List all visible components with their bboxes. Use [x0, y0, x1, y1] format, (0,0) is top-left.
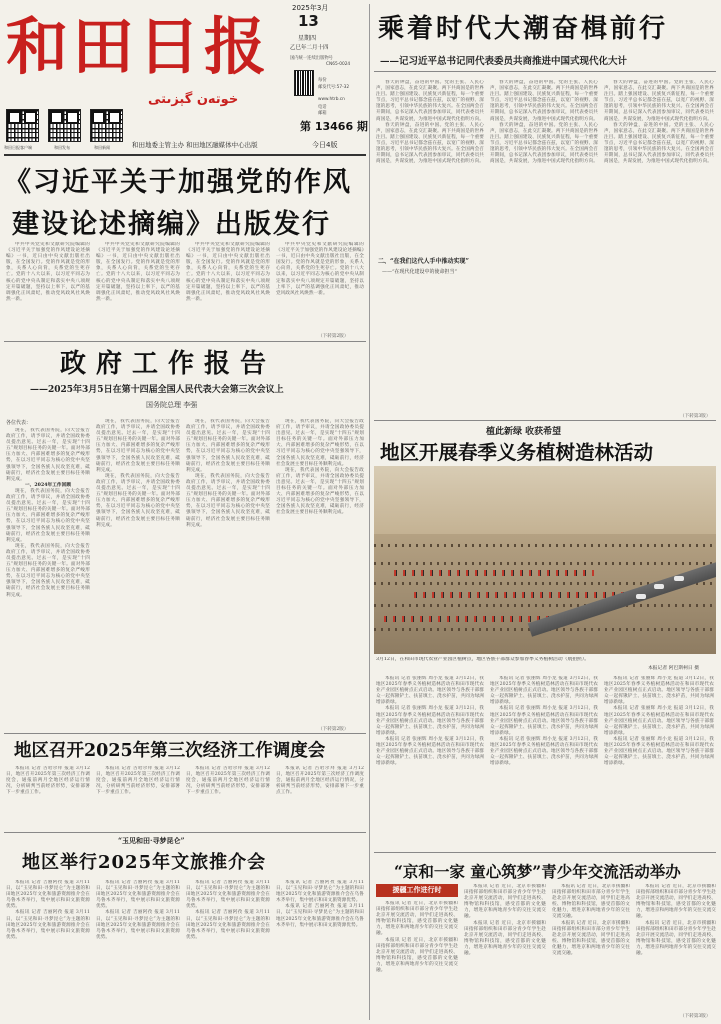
xi-book-end-note: （下转第2版） — [318, 334, 349, 339]
gov-report-greeting: 各位代表： — [6, 420, 32, 426]
economic-meeting-col-1 — [6, 766, 90, 828]
qr-code-app — [6, 109, 39, 142]
qr-label-wechat: 和田发布 — [54, 145, 70, 150]
photo-sky — [374, 466, 716, 534]
planting-title: 地区开展春季义务植树造林活动 — [380, 441, 654, 464]
xi-book-col-1 — [6, 242, 90, 334]
date-day: 13 — [298, 12, 319, 30]
gov-report-title: 政府工作报告 — [60, 349, 277, 379]
planting-body-3: 本报讯 记者 张丽辉 周小龙 报道 3月12日，我地区2025年春季义务植树造林活动在和田市现代农业产业园区植树点正式启动。地区领导与各族干部群众一起挥锹铲土、扶苗填土、浇水护苗，共同为绿洲增添新绿。 — [604, 676, 714, 706]
photo-car — [636, 594, 646, 599]
planting-caption: 3月12日，在和田市现代农业产业园区植树点，地区各族干部群众参加春季义务植树活动（航拍照）。 — [376, 657, 590, 662]
price: 每份 — [318, 78, 327, 83]
lead-story-body-2b: 春天的钟盘，奋进的中国。党的主张、人民心声，国家意志，在此交汇凝聚。两下共商国是的世界注目。踏上强国建设、民族复兴新征程，每一个重要节点，习近平总书记都念兹在兹，以宽广的视野、深邃的思考，引领中华民族的伟大复兴。在全国两会召开期间，总书记深入代表团参加审议，同代表委员共商国是，共谋发展，为推进中国式现代化指明方向。 — [490, 122, 598, 165]
planting-body-3b: 本报讯 记者 张丽辉 周小龙 报道 3月12日，我地区2025年春季义务植树造林活动在和田市现代农业产业园区植树点正式启动。地区领导与各族干部群众一起挥锹铲土、扶苗填土、浇水护苗，共同为绿洲增添新绿。 — [604, 706, 714, 736]
lead-story-rule — [374, 71, 716, 72]
qr-label-app: 和田日报客户端 — [4, 145, 32, 150]
gov-report-body-2: 现在，我代表国务院，向大会报告政府工作，请予审议，并请全国政协委员提出意见。过去一年，是实现“十四五”规划目标任务的关键一年。面对外部压力加大、内部困难增多的复杂严峻形势，在以习近平同志为核心的党中央坚强领导下，全国各族人民攻坚克难，砥砺前行，经济社会发展主要目标任务顺利完成。 — [96, 419, 180, 473]
economic-meeting-body-2: 本报讯 记者 古哈尔拜 报道 3月12日，地区召开2025年第三次经济工作调度会，通报前两月全地区经济运行情况，分析研判当前经济形势，安排部署下一步重点工作。 — [96, 766, 180, 796]
date-lunar: 乙巳年二月十四 — [290, 45, 329, 51]
qr-code-wechat — [48, 109, 81, 142]
planting-col-3 — [604, 676, 714, 848]
gov-report-body-2b: 现在，我代表国务院，向大会报告政府工作，请予审议，并请全国政协委员提出意见。过去一年，是实现“十四五”规划目标任务的关键一年。面对外部压力加大、内部困难增多的复杂严峻形势，在以习近平同志为核心的党中央坚强领导下，全国各族人民攻坚克难，砥砺前行，经济社会发展主要目标任务顺利完成。 — [96, 473, 180, 528]
gov-report-body-1c: 现在，我代表国务院，向大会报告政府工作，请予审议，并请全国政协委员提出意见。过去一年，是实现“十四五”规划目标任务的关键一年。面对外部压力加大、内部困难增多的复杂严峻形势，在以习近平同志为核心的党中央坚强领导下，全国各族人民攻坚克难，砥砺前行，经济社会发展主要目标任务顺利完成。 — [6, 543, 90, 598]
gov-report-rule — [4, 733, 366, 734]
culture-tourism-title: 地区举行2025年文旅推介会 — [22, 852, 267, 873]
youth-exchange-banner: 援疆工作进行时 — [376, 884, 458, 897]
planting-bottom-rule — [374, 852, 716, 853]
lead-story-body-2: 春天的钟盘，奋进的中国。党的主张、人民心声，国家意志，在此交汇凝聚。两下共商国是的世界注目。踏上强国建设、民族复兴新征程，每一个重要节点，习近平总书记都念兹在兹，以宽广的视野、深邃的思考，引领中华民族的伟大复兴。在全国两会召开期间，总书记深入代表团参加审议，同代表委员共商国是，共谋发展，为推进中国式现代化指明方向。 — [490, 80, 598, 122]
culture-tourism-body-3: 本报讯 记者 吉丽阿孜 报道 3月11日，以“玉见和田·寻梦昆仑”为主题的和田地区2025年文化和旅游资源推介会在乌鲁木齐举行，集中展示和田文旅资源优势。 — [186, 880, 270, 910]
lead-story-subtitle: ——记习近平总书记同代表委员共商推进中国式现代化大计 — [380, 56, 628, 67]
lead-story-col-2 — [490, 80, 598, 410]
youth-exchange-title: “京和一家 童心筑梦”青少年交流活动举办 — [394, 862, 681, 881]
gov-report-col-1 — [6, 428, 90, 726]
lead-story-col-3 — [604, 80, 714, 410]
gov-report-col-3 — [186, 419, 270, 726]
lead-story-body-3: 春天的钟盘，奋进的中国。党的主张、人民心声，国家意志，在此交汇凝聚。两下共商国是的世界注目。踏上强国建设、民族复兴新征程，每一个重要节点，习近平总书记都念兹在兹，以宽广的视野、深邃的思考，引领中华民族的伟大复兴。在全国两会召开期间，总书记深入代表团参加审议，同代表委员共商国是，共谋发展，为推进中国式现代化指明方向。 — [604, 80, 714, 122]
economic-meeting-body-4: 本报讯 记者 古哈尔拜 报道 3月12日，地区召开2025年第三次经济工作调度会，通报前两月全地区经济运行情况，分析研判当前经济形势，安排部署下一步重点工作。 — [276, 766, 364, 796]
xi-book-col-3 — [186, 242, 270, 334]
economic-meeting-col-2 — [96, 766, 180, 828]
photo-car — [674, 576, 684, 581]
website: www.htrb.cn — [318, 97, 345, 102]
youth-exchange-end-note: （下转第3版） — [680, 1014, 711, 1019]
gov-report-end-note: （下转第2版） — [318, 727, 349, 732]
economic-meeting-col-3 — [186, 766, 270, 828]
culture-tourism-kicker: “玉见和田·寻梦昆仑” — [118, 836, 185, 845]
photo-people — [394, 570, 594, 576]
xi-book-body-3: 中共中央党史和文献研究院编辑的《习近平关于加强党的作风建设论述摘编》一书，近日由中央文献出版社出版，在全国发行。党的作风就是党的形象，关系人心向背，关系党的生死存亡。党的十八大以来，以习近平同志为核心的党中央从制定和落实中央八项规定开篇破题，坚持以上率下，以严的基调强化正风肃纪，推动党风政风社风焕然一新。 — [186, 242, 270, 302]
lead-story-col-1 — [376, 80, 484, 410]
planting-body-2: 本报讯 记者 张丽辉 周小龙 报道 3月12日，我地区2025年春季义务植树造林活动在和田市现代农业产业园区植树点正式启动。地区领导与各族干部群众一起挥锹铲土、扶苗填土、浇水护苗，共同为绿洲增添新绿。 — [490, 676, 598, 706]
gov-report-body-4b: 现在，我代表国务院，向大会报告政府工作，请予审议，并请全国政协委员提出意见。过去一年，是实现“十四五”规划目标任务的关键一年。面对外部压力加大、内部困难增多的复杂严峻形势，在以习近平同志为核心的党中央坚强领导下，全国各族人民攻坚克难，砥砺前行，经济社会发展主要目标任务顺利完成。 — [276, 467, 364, 516]
culture-tourism-body-1b: 本报讯 记者 吉丽阿孜 报道 3月11日，以“玉见和田·寻梦昆仑”为主题的和田地区2025年文化和旅游资源推介会在乌鲁木齐举行，集中展示和田文旅资源优势。 — [6, 910, 90, 940]
culture-tourism-col-3 — [186, 880, 270, 1020]
masthead-uyghur-title: خوتەن گېزىتى — [148, 92, 239, 107]
photo-car — [654, 584, 664, 589]
culture-tourism-col-2 — [96, 880, 180, 1020]
xi-book-body-4: 中共中央党史和文献研究院编辑的《习近平关于加强党的作风建设论述摘编》一书，近日由中央文献出版社出版，在全国发行。党的作风就是党的形象，关系人心向背，关系党的生死存亡。党的十八大以来，以习近平同志为核心的党中央从制定和落实中央八项规定开篇破题，坚持以上率下，以严的基调强化正风肃纪，推动党风政风社风焕然一新。 — [276, 242, 364, 296]
qr-code-news — [90, 109, 123, 142]
economic-meeting-col-4 — [276, 766, 364, 828]
reg-code: CN65-0024 — [326, 62, 351, 67]
date-weekday: 星期四 — [298, 35, 317, 42]
culture-tourism-body-4: 本报讯 记者 吉丽阿孜 报道 3月11日，以“玉见和田·寻梦昆仑”为主题的和田地区2025年文化和旅游资源推介会在乌鲁木齐举行，集中展示和田文旅资源优势。 — [276, 880, 364, 904]
masthead-rule — [4, 154, 366, 156]
economic-meeting-title: 地区召开2025年第三次经济工作调度会 — [14, 741, 326, 761]
gov-report-body-3: 现在，我代表国务院，向大会报告政府工作，请予审议，并请全国政协委员提出意见。过去一年，是实现“十四五”规划目标任务的关键一年。面对外部压力加大、内部困难增多的复杂严峻形势，在以习近平同志为核心的党中央坚强领导下，全国各族人民攻坚克难，砥砺前行，经济社会发展主要目标任务顺利完成。 — [186, 419, 270, 473]
youth-exchange-body-4b: 本报讯 记者 近日，北京市援疆和田指挥部组织和田市部分青少年学生赴北京开展交流活动，同学们走进高校、博物馆和科技馆，感受首都的文化魅力，增进京和两地青少年的交往交流交融。 — [636, 920, 716, 957]
date-year-month: 2025年3月 — [292, 4, 329, 12]
youth-exchange-body-2: 本报讯 记者 近日，北京市援疆和田指挥部组织和田市部分青少年学生赴北京开展交流活动，同学们走进高校、博物馆和科技馆，感受首都的文化魅力，增进京和两地青少年的交往交流交融。 — [464, 884, 546, 920]
lead-story-pull-quote: 二、“在我们这代人手中推动实现” — [378, 258, 469, 265]
xi-book-body-1: 中共中央党史和文献研究院编辑的《习近平关于加强党的作风建设论述摘编》一书，近日由中央文献出版社出版，在全国发行。党的作风就是党的形象，关系人心向背，关系党的生死存亡。党的十八大以来，以习近平同志为核心的党中央从制定和落实中央八项规定开篇破题，坚持以上率下，以严的基调强化正风肃纪，推动党风政风社风焕然一新。 — [6, 242, 90, 302]
xi-book-rule — [4, 341, 366, 342]
xi-book-col-2 — [96, 242, 180, 334]
xi-book-col-4 — [276, 242, 364, 334]
culture-tourism-body-1: 本报讯 记者 吉丽阿孜 报道 3月11日，以“玉见和田·寻梦昆仑”为主题的和田地区2025年文化和旅游资源推介会在乌鲁木齐举行，集中展示和田文旅资源优势。 — [6, 880, 90, 910]
culture-tourism-body-2: 本报讯 记者 吉丽阿孜 报道 3月11日，以“玉见和田·寻梦昆仑”为主题的和田地区2025年文化和旅游资源推介会在乌鲁木齐举行，集中展示和田文旅资源优势。 — [96, 880, 180, 910]
planting-body-2b: 本报讯 记者 张丽辉 周小龙 报道 3月12日，我地区2025年春季义务植树造林活动在和田市现代农业产业园区植树点正式启动。地区领导与各族干部群众一起挥锹铲土、扶苗填土、浇水护苗，共同为绿洲增添新绿。 — [490, 706, 598, 736]
hotline: 电话 — [318, 105, 327, 110]
youth-exchange-body-1: 本报讯 记者 近日，北京市援疆和田指挥部组织和田市部分青少年学生赴北京开展交流活动，同学们走进高校、博物馆和科技馆，感受首都的文化魅力，增进京和两地青少年的交往交流交融。 — [376, 901, 458, 937]
youth-exchange-body-3: 本报讯 记者 近日，北京市援疆和田指挥部组织和田市部分青少年学生赴北京开展交流活动，同学们走进高校、博物馆和科技馆，感受首都的文化魅力，增进京和两地青少年的交往交流交融。 — [552, 884, 630, 920]
planting-body-2c: 本报讯 记者 张丽辉 周小龙 报道 3月12日，我地区2025年春季义务植树造林活动在和田市现代农业产业园区植树点正式启动。地区领导与各族干部群众一起挥锹铲土、扶苗填土、浇水护苗，共同为绿洲增添新绿。 — [490, 736, 598, 767]
qr-label-news: 和田新闻 — [94, 145, 110, 150]
youth-exchange-body-1b: 本报讯 记者 近日，北京市援疆和田指挥部组织和田市部分青少年学生赴北京开展交流活动，同学们走进高校、博物馆和科技馆，感受首都的文化魅力，增进京和两地青少年的交往交流交融。 — [376, 937, 458, 974]
gov-report-col-4 — [276, 419, 364, 726]
culture-tourism-col-4 — [276, 880, 364, 1020]
gov-report-section: 一、2024年工作回顾 — [24, 482, 72, 488]
pages-today: 今日4版 — [312, 141, 338, 149]
xi-book-title-line2: 建设论述摘编》出版发行 — [12, 209, 331, 240]
email: 邮箱 — [318, 111, 327, 116]
lead-story-body-3b: 春天的钟盘，奋进的中国。党的主张、人民心声，国家意志，在此交汇凝聚。两下共商国是的世界注目。踏上强国建设、民族复兴新征程，每一个重要节点，习近平总书记都念兹在兹，以宽广的视野、深邃的思考，引领中华民族的伟大复兴。在全国两会召开期间，总书记深入代表团参加审议，同代表委员共商国是，共谋发展，为推进中国式现代化指明方向。 — [604, 122, 714, 165]
lead-story-body-1b: 春天的钟盘，奋进的中国。党的主张、人民心声，国家意志，在此交汇凝聚。两下共商国是的世界注目。踏上强国建设、民族复兴新征程，每一个重要节点，习近平总书记都念兹在兹，以宽广的视野、深邃的思考，引领中华民族的伟大复兴。在全国两会召开期间，总书记深入代表团参加审议，同代表委员共商国是，共谋发展，为推进中国式现代化指明方向。 — [376, 122, 484, 165]
reg-no: 国内统一连续出版物号 — [290, 56, 333, 61]
youth-exchange-col-4 — [636, 884, 716, 1012]
culture-tourism-col-1 — [6, 880, 90, 1020]
lead-story-body-1: 春天的钟盘，奋进的中国。党的主张、人民心声，国家意志，在此交汇凝聚。两下共商国是的世界注目。踏上强国建设、民族复兴新征程，每一个重要节点，习近平总书记都念兹在兹，以宽广的视野、深邃的思考，引领中华民族的伟大复兴。在全国两会召开期间，总书记深入代表团参加审议，同代表委员共商国是，共谋发展，为推进中国式现代化指明方向。 — [376, 80, 484, 122]
publisher-line: 和田地委主管主办 和田地区融媒体中心出版 — [132, 141, 258, 149]
planting-body-1c: 本报讯 记者 张丽辉 周小龙 报道 3月12日，我地区2025年春季义务植树造林活动在和田市现代农业产业园区植树点正式启动。地区领导与各族干部群众一起挥锹铲土、扶苗填土、浇水护苗，共同为绿洲增添新绿。 — [376, 736, 484, 767]
youth-exchange-body-4: 本报讯 记者 近日，北京市援疆和田指挥部组织和田市部分青少年学生赴北京开展交流活动，同学们走进高校、博物馆和科技馆，感受首都的文化魅力，增进京和两地青少年的交往交流交融。 — [636, 884, 716, 920]
culture-tourism-body-4b: 本报讯 记者 吉丽阿孜 报道 3月11日，以“玉见和田·寻梦昆仑”为主题的和田地区2025年文化和旅游资源推介会在乌鲁木齐举行，集中展示和田文旅资源优势。 — [276, 904, 364, 928]
planting-body-1b: 本报讯 记者 张丽辉 周小龙 报道 3月12日，我地区2025年春季义务植树造林活动在和田市现代农业产业园区植树点正式启动。地区领导与各族干部群众一起挥锹铲土、扶苗填土、浇水护苗，共同为绿洲增添新绿。 — [376, 706, 484, 736]
gov-report-author: 国务院总理 李强 — [146, 401, 198, 409]
gov-report-body-1b: 现在，我代表国务院，向大会报告政府工作，请予审议，并请全国政协委员提出意见。过去一年，是实现“十四五”规划目标任务的关键一年。面对外部压力加大、内部困难增多的复杂严峻形势，在以习近平同志为核心的党中央坚强领导下，全国各族人民攻坚克难，砥砺前行，经济社会发展主要目标任务顺利完成。 — [6, 488, 90, 543]
lead-story-pull-quote-sub: ——“在现代化建设中的使命担当” — [382, 269, 458, 275]
planting-col-1 — [376, 676, 484, 848]
culture-tourism-body-3b: 本报讯 记者 吉丽阿孜 报道 3月11日，以“玉见和田·寻梦昆仑”为主题的和田地区2025年文化和旅游资源推介会在乌鲁木齐举行，集中展示和田文旅资源优势。 — [186, 910, 270, 940]
photo-tree-row — [374, 604, 716, 607]
masthead-title: 和田日报 — [6, 10, 271, 83]
youth-exchange-col-1 — [376, 901, 458, 1019]
planting-kicker: 植此新绿 收获希望 — [486, 427, 562, 437]
culture-tourism-body-2b: 本报讯 记者 吉丽阿孜 报道 3月11日，以“玉见和田·寻梦昆仑”为主题的和田地区2025年文化和旅游资源推介会在乌鲁木齐举行，集中展示和田文旅资源优势。 — [96, 910, 180, 940]
gov-report-body-1: 现在，我代表国务院，向大会报告政府工作，请予审议，并请全国政协委员提出意见。过去一年，是实现“十四五”规划目标任务的关键一年。面对外部压力加大、内部困难增多的复杂严峻形势，在以习近平同志为核心的党中央坚强领导下，全国各族人民攻坚克难，砥砺前行，经济社会发展主要目标任务顺利完成。 — [6, 428, 90, 482]
youth-exchange-col-3 — [552, 884, 630, 1019]
issue-number: 第 13466 期 — [300, 120, 368, 133]
planting-photo-credit: 本报记者 阿巴斯柯日 摄 — [648, 666, 700, 671]
lead-story-pull-quote-box — [376, 252, 484, 302]
gov-report-subtitle: ——2025年3月5日在第十四届全国人民代表大会第三次会议上 — [30, 385, 284, 395]
gov-report-col-2 — [96, 419, 180, 726]
lead-story-end-note: （下转第3版） — [680, 414, 711, 419]
lead-story-title: 乘着时代大潮奋楫前行 — [378, 14, 669, 44]
photo-tree-row — [374, 562, 716, 565]
xi-book-title-line1: 《习近平关于加强党的作风 — [4, 167, 352, 198]
economic-meeting-body-3: 本报讯 记者 古哈尔拜 报道 3月12日，地区召开2025年第三次经济工作调度会，通报前两月全地区经济运行情况，分析研判当前经济形势，安排部署下一步重点工作。 — [186, 766, 270, 796]
main-column-divider — [369, 4, 370, 1020]
planting-body-3c: 本报讯 记者 张丽辉 周小龙 报道 3月12日，我地区2025年春季义务植树造林活动在和田市现代农业产业园区植树点正式启动。地区领导与各族干部群众一起挥锹铲土、扶苗填土、浇水护苗，共同为绿洲增添新绿。 — [604, 736, 714, 767]
economic-meeting-rule — [4, 832, 366, 833]
postal-code: 邮发代号:57-32 — [318, 85, 350, 90]
planting-photo — [374, 466, 716, 654]
youth-exchange-body-3b: 本报讯 记者 近日，北京市援疆和田指挥部组织和田市部分青少年学生赴北京开展交流活动，同学们走进高校、博物馆和科技馆，感受首都的文化魅力，增进京和两地青少年的交往交流交融。 — [552, 920, 630, 957]
planting-top-rule — [374, 420, 716, 421]
planting-body-1: 本报讯 记者 张丽辉 周小龙 报道 3月12日，我地区2025年春季义务植树造林活动在和田市现代农业产业园区植树点正式启动。地区领导与各族干部群众一起挥锹铲土、扶苗填土、浇水护苗，共同为绿洲增添新绿。 — [376, 676, 484, 706]
photo-tree-row — [374, 544, 716, 547]
youth-exchange-col-2 — [464, 884, 546, 1019]
xi-book-body-2: 中共中央党史和文献研究院编辑的《习近平关于加强党的作风建设论述摘编》一书，近日由中央文献出版社出版，在全国发行。党的作风就是党的形象，关系人心向背，关系党的生死存亡。党的十八大以来，以习近平同志为核心的党中央从制定和落实中央八项规定开篇破题，坚持以上率下，以严的基调强化正风肃纪，推动党风政风社风焕然一新。 — [96, 242, 180, 302]
planting-col-2 — [490, 676, 598, 848]
gov-report-body-3b: 现在，我代表国务院，向大会报告政府工作，请予审议，并请全国政协委员提出意见。过去一年，是实现“十四五”规划目标任务的关键一年。面对外部压力加大、内部困难增多的复杂严峻形势，在以习近平同志为核心的党中央坚强领导下，全国各族人民攻坚克难，砥砺前行，经济社会发展主要目标任务顺利完成。 — [186, 473, 270, 528]
economic-meeting-body-1: 本报讯 记者 古哈尔拜 报道 3月12日，地区召开2025年第三次经济工作调度会，通报前两月全地区经济运行情况，分析研判当前经济形势，安排部署下一步重点工作。 — [6, 766, 90, 796]
gov-report-body-4: 现在，我代表国务院，向大会报告政府工作，请予审议，并请全国政协委员提出意见。过去一年，是实现“十四五”规划目标任务的关键一年。面对外部压力加大、内部困难增多的复杂严峻形势，在以习近平同志为核心的党中央坚强领导下，全国各族人民攻坚克难，砥砺前行，经济社会发展主要目标任务顺利完成。 — [276, 419, 364, 467]
barcode — [294, 70, 314, 96]
youth-exchange-body-2b: 本报讯 记者 近日，北京市援疆和田指挥部组织和田市部分青少年学生赴北京开展交流活动，同学们走进高校、博物馆和科技馆，感受首都的文化魅力，增进京和两地青少年的交往交流交融。 — [464, 920, 546, 957]
